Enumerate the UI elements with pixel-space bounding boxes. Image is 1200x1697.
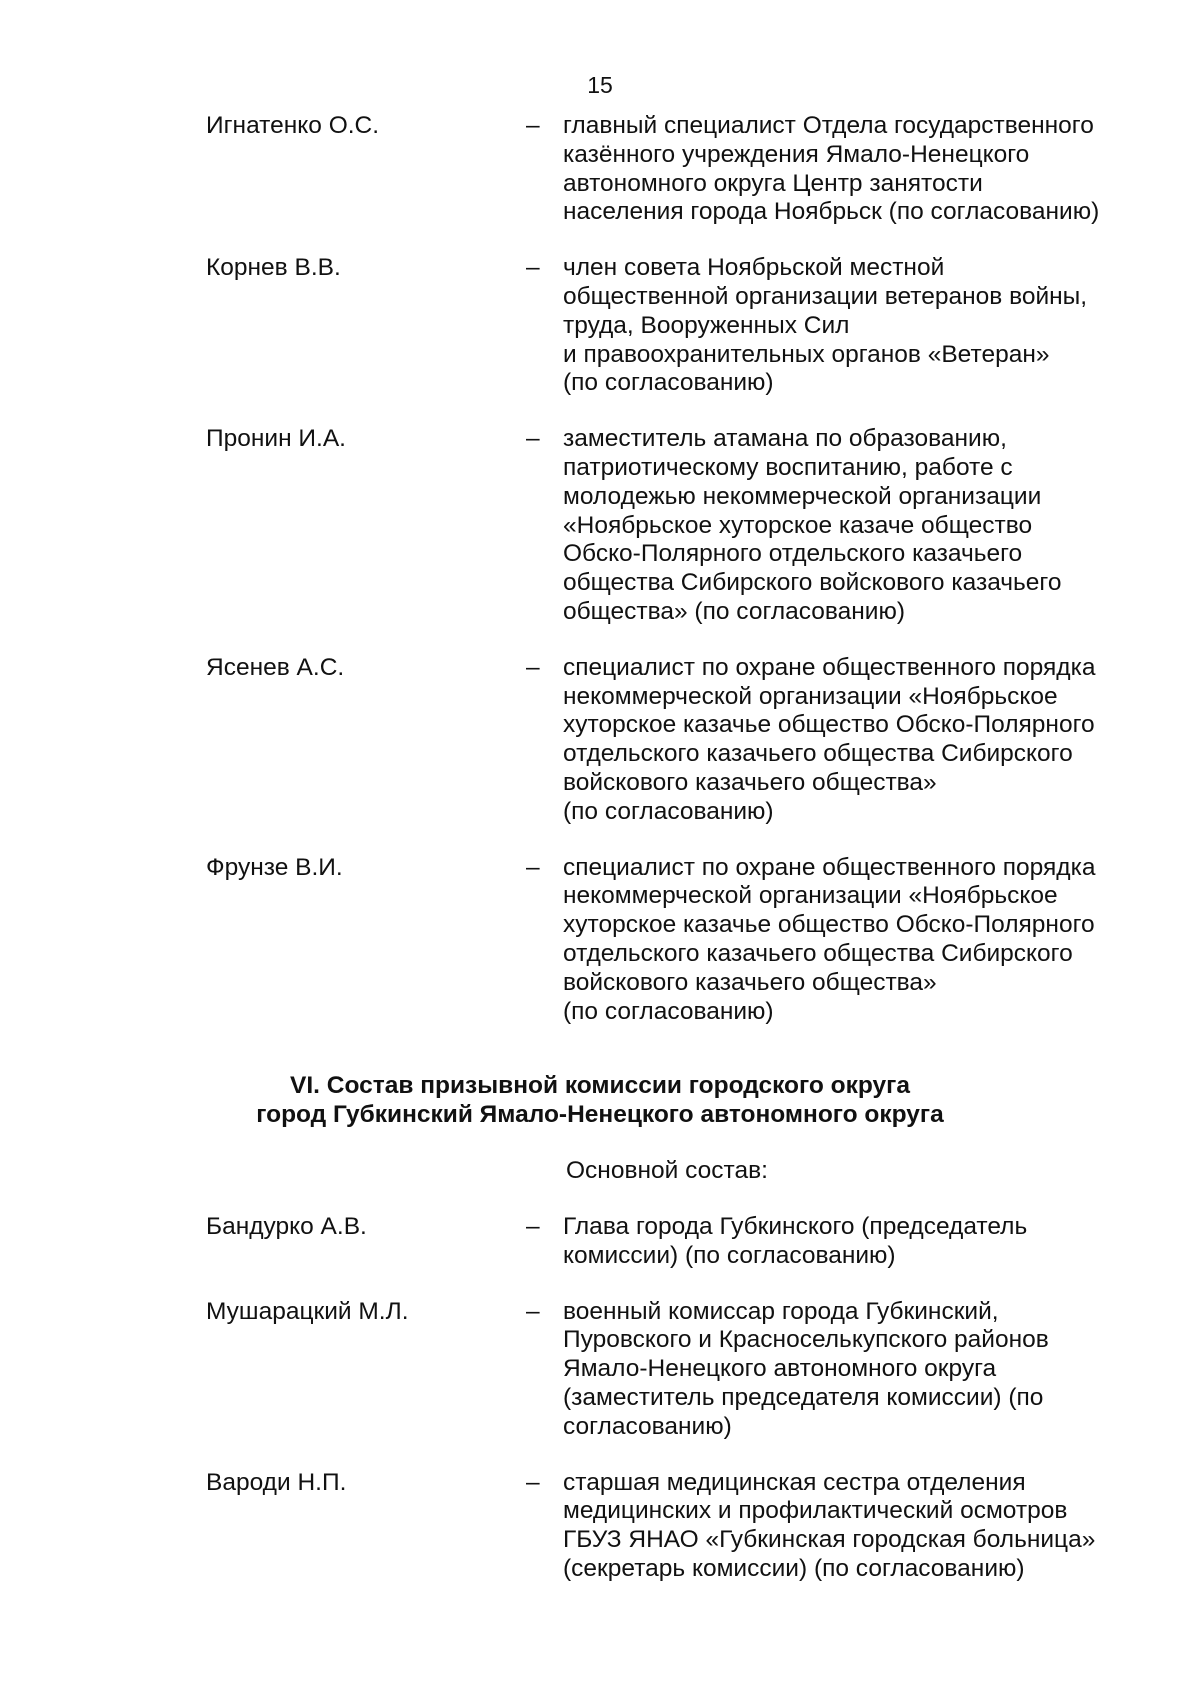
member-entry (0, 112, 1200, 227)
position-line: войскового казачьего общества» (563, 768, 937, 796)
position-line: специалист по охране общественного порядка (563, 853, 1096, 881)
position-line: отдельского казачьего общества Сибирского (563, 939, 1073, 967)
member-entry (0, 1469, 1200, 1584)
position-line: Пуровского и Красноселькупского районов (563, 1326, 1049, 1354)
position-line: (по согласованию) (563, 997, 774, 1025)
subheading-main-composition: Основной состав: (566, 1157, 768, 1184)
member-entry (0, 1213, 1200, 1271)
member-name: Мушарацкий М.Л. (206, 1297, 409, 1325)
member-position (563, 1469, 1163, 1584)
member-position (563, 854, 1163, 1027)
section-heading (0, 1072, 1200, 1130)
dash-separator: – (526, 653, 540, 681)
member-entry (0, 654, 1200, 827)
page-number: 15 (587, 72, 613, 98)
member-name: Вароди Н.П. (206, 1468, 347, 1496)
member-name: Ясенев А.С. (206, 653, 345, 681)
member-entry (0, 425, 1200, 627)
member-name: Корнев В.В. (206, 254, 341, 282)
member-entry (0, 254, 1200, 398)
position-line: военный комиссар города Губкинский, (563, 1297, 999, 1325)
dash-separator: – (526, 254, 540, 282)
position-line: Глава города Губкинского (председатель (563, 1213, 1028, 1240)
member-list-bottom (0, 1213, 1200, 1584)
position-line: войскового казачьего общества» (563, 968, 937, 996)
position-line: казённого учреждения Ямало-Ненецкого (563, 140, 1030, 168)
member-position (563, 254, 1163, 398)
position-line: молодежью некоммерческой организации (563, 482, 1042, 510)
position-line: (по согласованию) (563, 369, 774, 397)
member-name: Фрунзе В.И. (206, 853, 343, 881)
section-heading-line: город Губкинский Ямало-Ненецкого автономного округа (256, 1100, 944, 1128)
position-line: согласованию) (563, 1412, 732, 1440)
position-line: комиссии) (по согласованию) (563, 1241, 896, 1269)
dash-separator: – (526, 853, 540, 881)
dash-separator: – (526, 1468, 540, 1496)
position-line: медицинских и профилактический осмотров (563, 1497, 1068, 1525)
member-position (563, 425, 1163, 627)
section-heading-line: VI. Состав призывной комиссии городского округа (290, 1072, 910, 1099)
member-position (563, 1213, 1163, 1271)
member-name: Пронин И.А. (206, 425, 346, 453)
position-line: и правоохранительных органов «Ветеран» (563, 340, 1050, 368)
position-line: хуторское казачье общество Обско-Полярного (563, 911, 1095, 939)
dash-separator: – (526, 425, 540, 453)
member-position (563, 112, 1163, 227)
position-line: старшая медицинская сестра отделения (563, 1468, 1026, 1496)
position-line: Обско-Полярного отдельского казачьего (563, 540, 1023, 568)
position-line: хуторское казачье общество Обско-Полярного (563, 711, 1095, 739)
position-line: (по согласованию) (563, 797, 774, 825)
position-line: ГБУЗ ЯНАО «Губкинская городская больница» (563, 1526, 1096, 1554)
dash-separator: – (526, 112, 540, 139)
position-line: Ямало-Ненецкого автономного округа (563, 1355, 997, 1383)
position-line: общественной организации ветеранов войны, (563, 282, 1088, 310)
dash-separator: – (526, 1297, 540, 1325)
member-entry (0, 854, 1200, 1027)
position-line: некоммерческой организации «Ноябрьское (563, 682, 1058, 710)
position-line: общества Сибирского войскового казачьего (563, 569, 1062, 597)
position-line: (секретарь комиссии) (по согласованию) (563, 1554, 1025, 1582)
position-line: член совета Ноябрьской местной (563, 254, 945, 282)
member-name: Игнатенко О.С. (206, 112, 380, 139)
position-line: патриотическому воспитанию, работе с (563, 453, 1013, 481)
member-position (563, 654, 1163, 827)
member-entry (0, 1298, 1200, 1442)
position-line: труда, Вооруженных Сил (563, 311, 850, 339)
member-position (563, 1298, 1163, 1442)
position-line: отдельского казачьего общества Сибирского (563, 740, 1073, 768)
position-line: главный специалист Отдела государственного (563, 112, 1094, 139)
position-line: заместитель атамана по образованию, (563, 425, 1007, 453)
position-line: населения города Ноябрьск (по согласованию) (563, 198, 1100, 226)
dash-separator: – (526, 1213, 540, 1240)
position-line: специалист по охране общественного порядка (563, 653, 1096, 681)
member-name: Бандурко А.В. (206, 1213, 367, 1240)
position-line: общества» (по согласованию) (563, 597, 906, 625)
position-line: автономного округа Центр занятости (563, 169, 983, 197)
position-line: «Ноябрьское хуторское казаче общество (563, 511, 1033, 539)
position-line: некоммерческой организации «Ноябрьское (563, 882, 1058, 910)
position-line: (заместитель председателя комиссии) (по (563, 1383, 1044, 1411)
member-list-top (0, 112, 1200, 1026)
